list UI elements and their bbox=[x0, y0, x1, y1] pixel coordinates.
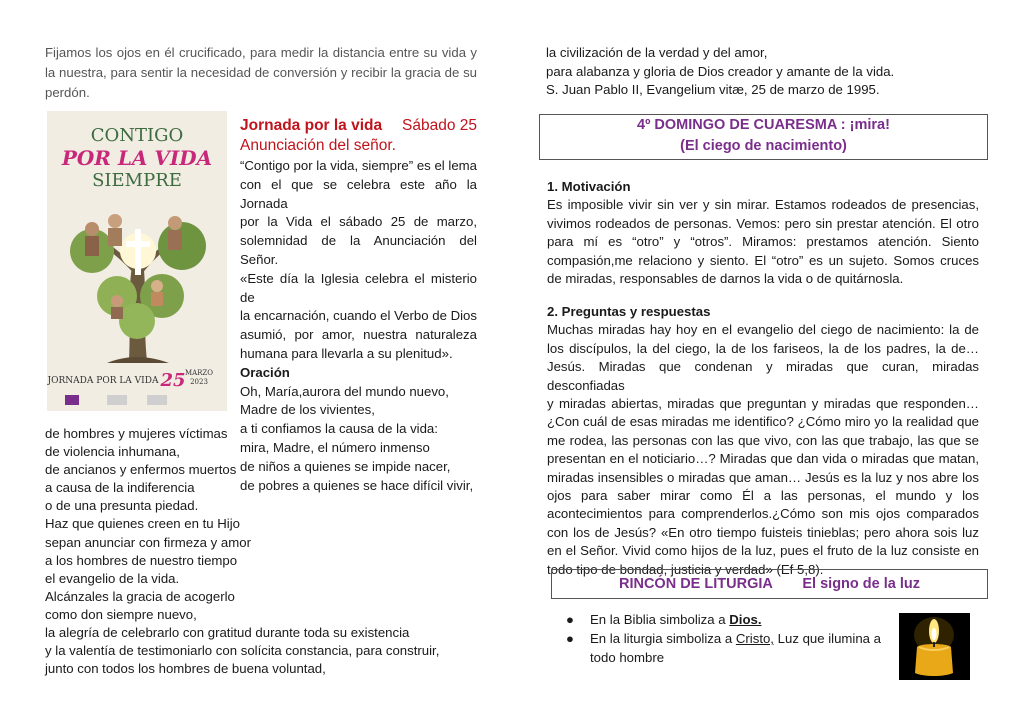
oracion-line: de violencia inhumana, bbox=[45, 444, 180, 460]
preguntas-line: me rodea, las personas con las que vivo, con las que trabajo, las que se bbox=[547, 432, 979, 448]
oracion-line: la alegría de celebrarlo con gratitud durante toda su existencia bbox=[45, 625, 410, 641]
oracion-line: o de una presunta piedad. bbox=[45, 498, 199, 514]
jornada-poster-image bbox=[47, 111, 227, 411]
quote-attribution: S. Juan Pablo II, Evangelium vitæ, 25 de marzo de 1995. bbox=[546, 82, 880, 97]
domingo-subtitle: (El ciego de nacimiento) bbox=[680, 138, 847, 154]
oracion-line: a causa de la indiferencia bbox=[45, 480, 195, 496]
jornada-line: la encarnación, cuando el Verbo de Dios bbox=[240, 308, 477, 324]
jornada-line: humana para llevarla a su plenitud». bbox=[240, 345, 453, 361]
bullet-text: En la liturgia simboliza a bbox=[590, 631, 736, 646]
preguntas-section bbox=[547, 303, 979, 579]
poster-year: 2023 bbox=[190, 378, 208, 386]
bullet-item bbox=[566, 629, 881, 648]
jornada-line: asumió, por amor, nuestra naturaleza bbox=[240, 327, 477, 343]
rincon-subtitle: El signo de la luz bbox=[802, 576, 921, 592]
oracion-line: de ancianos y enfermos muertos bbox=[45, 462, 237, 478]
preguntas-heading: 2. Preguntas y respuestas bbox=[547, 304, 711, 319]
oracion-line: el evangelio de la vida. bbox=[45, 570, 180, 586]
oracion-line: mira, Madre, el número inmenso bbox=[240, 439, 430, 455]
oracion-line: junto con todos los hombres de buena voluntad, bbox=[45, 661, 326, 677]
oracion-line: de pobres a quienes se hace difícil vivir, bbox=[240, 477, 474, 493]
preguntas-line: y miradas abiertas, miradas que preguntan y miradas que responden… bbox=[547, 396, 979, 412]
motivacion-line: compasión,me relaciono y siento. El “otro” es un sujeto. Somos cruces bbox=[547, 252, 979, 268]
oracion-line: a ti confiamos la causa de la vida: bbox=[240, 421, 438, 437]
preguntas-line: Jesús. Miradas que condenan y miradas que curan, miradas desconfiadas bbox=[547, 359, 979, 393]
motivacion-section bbox=[547, 178, 979, 288]
motivacion-line: Es imposible vivir sin ver y sin mirar. Estamos rodeados de presencias, bbox=[547, 197, 979, 213]
intro-paragraph bbox=[45, 43, 477, 103]
preguntas-line: ojos para saber mirar como Él a las personas, el mundo y los bbox=[547, 488, 979, 504]
domingo-title: 4º DOMINGO DE CUARESMA : ¡mira! bbox=[637, 117, 890, 133]
oracion-line: sepan anunciar con firmeza y amor bbox=[45, 534, 251, 550]
preguntas-line: los discípulos, la del ciego, la de los fariseos, la de los padres, la de… bbox=[547, 340, 979, 356]
bullet-continuation: todo hombre bbox=[590, 650, 665, 665]
logo-icon bbox=[147, 395, 167, 405]
intro-line: Fijamos los ojos en él crucificado, para medir la distancia entre su vida y bbox=[45, 45, 477, 60]
jornada-line: “Contigo por la vida, siempre” es el lema bbox=[240, 158, 477, 173]
motivacion-line: vivimos rodeados de personas. Vemos: pero sin prestar atención. El otro bbox=[547, 215, 979, 231]
oracion-line: Madre de los vivientes, bbox=[240, 402, 375, 418]
preguntas-line: Muchas miradas hay hoy en el evangelio del ciego de nacimiento: la de bbox=[547, 322, 979, 338]
oracion-line: y la valentía de testimoniarlo con solícita constancia, para construir, bbox=[45, 643, 440, 659]
motivacion-heading: 1. Motivación bbox=[547, 179, 631, 194]
poster-line1: CONTIGO bbox=[90, 125, 184, 146]
preguntas-line: acontecimientos para comprenderlos.¿Cómo son mis ojos comparados bbox=[547, 506, 979, 522]
tree-illustration bbox=[47, 111, 227, 411]
quote-ending bbox=[546, 44, 894, 100]
oracion-line: de niños a quienes se impide nacer, bbox=[240, 458, 451, 474]
intro-line: perdón. bbox=[45, 85, 90, 100]
poster-footer: JORNADA POR LA VIDA bbox=[47, 376, 159, 386]
candle-image bbox=[899, 613, 970, 680]
jornada-line: solemnidad de la Anunciación del Señor. bbox=[240, 233, 477, 267]
preguntas-line: ¿Con cuál de esas miradas me identifico? ¿Cómo miro yo la realidad que bbox=[547, 414, 979, 430]
oracion-line: como don siempre nuevo, bbox=[45, 606, 197, 622]
bullet-text: Luz que ilumina a bbox=[773, 631, 882, 646]
motivacion-line: de miradas, responsables de darnos la vida o de quitárnosla. bbox=[547, 271, 904, 287]
jornada-title bbox=[240, 116, 477, 156]
preguntas-line: presentan en el noticiario…? Miradas que dan vida o miradas que matan, bbox=[547, 451, 979, 467]
preguntas-line: miradas insensibles o miradas que aman… Jesús es la luz y nos abre los bbox=[547, 469, 979, 485]
bullet-keyword: Cristo, bbox=[735, 631, 774, 646]
oracion-heading: Oración bbox=[240, 364, 290, 380]
logo-icon bbox=[107, 395, 127, 405]
poster-line2: POR LA VIDA bbox=[61, 146, 213, 170]
bullet-text: En la Biblia simboliza a bbox=[590, 612, 730, 627]
oracion-line: de hombres y mujeres víctimas bbox=[45, 426, 228, 441]
preguntas-line: con los de Jesús? «En otro tiempo fuisteis tinieblas; pero ahora sois luz bbox=[547, 524, 979, 540]
preguntas-line: en el Señor. Vivid como hijos de la luz, pues el fruto de la luz consiste en bbox=[547, 543, 979, 559]
preguntas-line: todo tipo de bondad, justicia y verdad» (Ef 5,8). bbox=[547, 561, 824, 577]
rincon-title-box bbox=[551, 569, 988, 599]
poster-month: MARZO bbox=[184, 369, 214, 377]
liturgy-bullets bbox=[566, 610, 881, 667]
jornada-subtitle: Anunciación del señor. bbox=[240, 137, 396, 154]
domingo-title-box bbox=[539, 114, 988, 160]
rincon-title: RINCÓN DE LITURGIA bbox=[618, 576, 773, 592]
logo-icon bbox=[65, 395, 79, 405]
jornada-line: por la Vida el sábado 25 de marzo, bbox=[240, 214, 477, 230]
oracion-line: Oh, María,aurora del mundo nuevo, bbox=[240, 383, 449, 399]
poster-line3: SIEMPRE bbox=[92, 170, 182, 191]
intro-line: la nuestra, para sentir la necesidad de conversión y recibir la gracia de su bbox=[45, 65, 477, 80]
bullet-dot-icon: ● bbox=[566, 631, 574, 646]
oracion-line: Haz que quienes creen en tu Hijo bbox=[45, 516, 241, 532]
bullet-keyword: Dios. bbox=[729, 612, 762, 627]
quote-line: la civilización de la verdad y del amor, bbox=[546, 45, 768, 60]
bullet-item bbox=[566, 610, 881, 629]
bullet-dot-icon: ● bbox=[566, 612, 574, 627]
jornada-line: «Este día la Iglesia celebra el misterio de bbox=[240, 270, 477, 305]
oracion-line: Alcánzales la gracia de acogerlo bbox=[45, 588, 235, 604]
oracion-line: a los hombres de nuestro tiempo bbox=[45, 552, 238, 568]
poster-day: 25 bbox=[160, 370, 186, 391]
jornada-title-bold: Jornada por la vida bbox=[240, 117, 383, 134]
jornada-title-date: Sábado 25 bbox=[402, 117, 477, 134]
quote-line: para alabanza y gloria de Dios creador y amante de la vida. bbox=[546, 63, 895, 79]
motivacion-line: para mí es “otro” y “otros”. Miramos: prestamos atención. Siento bbox=[547, 234, 979, 250]
oracion-continued bbox=[45, 425, 439, 678]
jornada-line: con el que se celebra este año la Jornada bbox=[240, 176, 477, 211]
candle-icon bbox=[899, 613, 970, 680]
